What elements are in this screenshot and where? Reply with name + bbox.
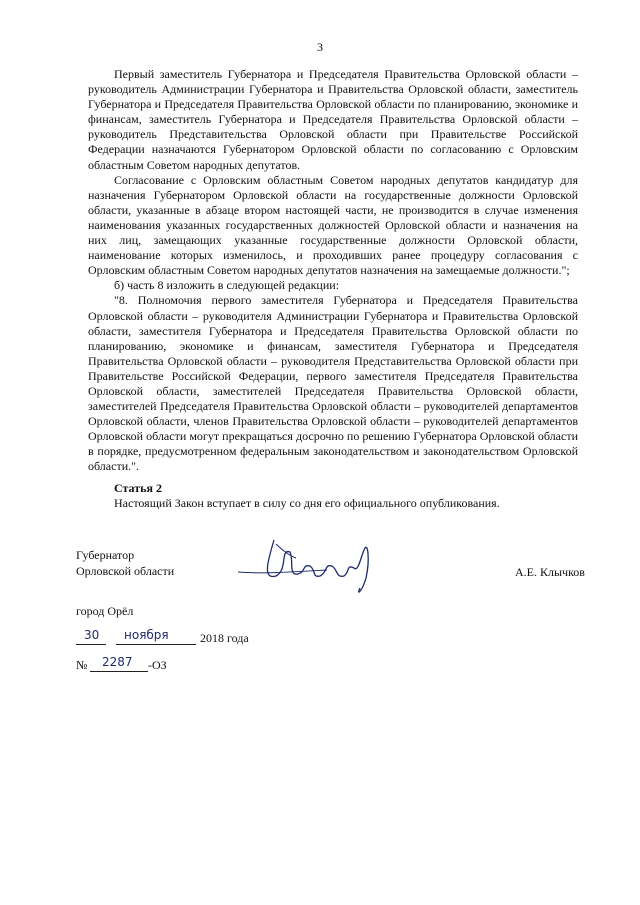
paragraph: Первый заместитель Губернатора и Председателя Правительства Орловской области – руководитель Администрации Губернатора и Правительства Орловской области, заместитель Губернатора и Председателя Правительства Орловской области по планированию, экономике и финансам, заместитель Губернатора и Председателя Правительства Орловской области – руководитель Представительства Орловской области при Правительстве Российской Федерации назначаются Губернатором Орловской области по согласованию с Орловским областным Советом народных депутатов. [88, 67, 578, 172]
page-number: 3 [317, 40, 323, 54]
article-text: Настоящий Закон вступает в силу со дня его официального опубликования. [114, 496, 500, 510]
law-number: 2287 [102, 655, 133, 669]
signatory-name: А.Е. Клычков [515, 565, 585, 579]
handwritten-signature [232, 530, 382, 608]
document-body [88, 67, 578, 475]
signatory-title-line: Губернатор [76, 548, 135, 562]
paragraph: "8. Полномочия первого заместителя Губернатора и Председателя Правительства Орловской области – руководителя Администрации Губернатора и Правительства Орловской области, заместителя Губернатора и Председателя Правительства Орловской области по планированию, экономике и финансам, заместителя Губернатора и Председателя Правительства Орловской области – руководителя Представительства Орловской области при Правительстве Российской Федерации, первого заместителя Председателя Правительства Орловской области, заместителей Председателя Правительства Орловской области, заместителей Председателя Правительства Орловской области – руководителей департаментов Орловской области, членов Правительства Орловской области – руководителей департаментов Орловской области могут прекращаться досрочно по решению Губернатора Орловской области в порядке, предусмотренном федеральным законодательством и законодательством Орловской области.". [88, 293, 578, 474]
date-year: 2018 года [200, 631, 249, 645]
number-underline [90, 671, 148, 672]
city-line: город Орёл [76, 604, 134, 618]
paragraph: Согласование с Орловским областным Советом народных депутатов кандидатур для назначения Губернатором Орловской области на государственные должности Орловской области, указанные в абзаце втором настоящей части, не производится в случае изменения наименования указанных государственных должностей Орловской области и назначения на них лиц, замещающих указанные государственные должности Орловской области, наименование которых изменилось, и проходивших ранее процедуру согласования с Орловским областным Советом народных депутатов назначения на замещаемые должности."; [88, 172, 578, 278]
date-month: ноября [124, 628, 169, 642]
article-heading: Статья 2 [114, 481, 162, 495]
date-line [76, 628, 376, 647]
signatory-title [76, 547, 174, 579]
number-sign: № [76, 658, 88, 672]
paragraph: б) часть 8 изложить в следующей редакции: [114, 278, 340, 293]
number-suffix: -ОЗ [148, 658, 167, 672]
signatory-title-line: Орловской области [76, 564, 175, 578]
law-number-line [76, 655, 276, 674]
date-day: 30 [84, 628, 100, 642]
month-underline [116, 644, 196, 645]
day-underline [76, 644, 106, 645]
